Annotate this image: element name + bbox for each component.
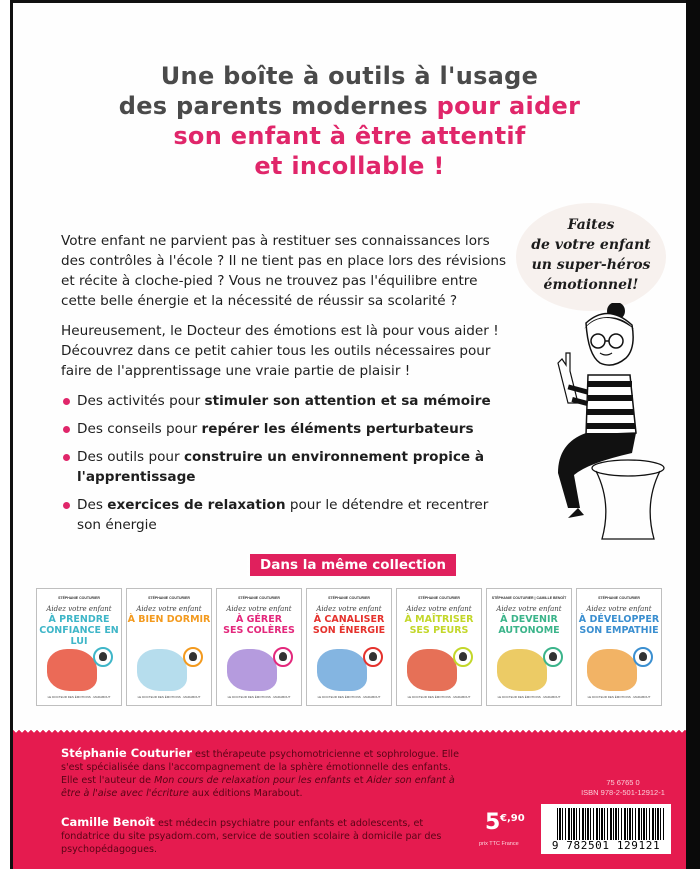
book-publisher: LE DOCTEUR DES ÉMOTIONS · MARABOUT <box>317 695 381 699</box>
headline-line-3: son enfant à être attentif <box>173 122 526 150</box>
book-series: Aidez votre enfant <box>136 605 202 613</box>
bio-text: et <box>350 775 367 786</box>
benefit-item <box>61 391 511 411</box>
frame-left-margin <box>0 0 10 869</box>
book-illustration <box>497 649 547 691</box>
price-note: prix TTC France <box>479 841 519 847</box>
book-illustration <box>47 649 97 691</box>
doctor-avatar-icon <box>93 647 113 667</box>
benefit-item <box>61 447 511 487</box>
price-euros: 5 <box>485 810 501 835</box>
book-author: STÉPHANIE COUTURIER <box>58 596 100 600</box>
barcode-number: 9 782501 129121 <box>551 839 661 852</box>
book-publisher: LE DOCTEUR DES ÉMOTIONS · MARABOUT <box>587 695 651 699</box>
doctor-avatar-icon <box>183 647 203 667</box>
book-title: À DEVENIR <box>500 614 558 625</box>
book-illustration <box>407 649 457 691</box>
book-cover-empathie[interactable] <box>576 588 662 706</box>
doctor-illustration <box>528 303 678 543</box>
book-publisher: LE DOCTEUR DES ÉMOTIONS · MARABOUT <box>497 695 561 699</box>
bio-text: est thérapeute psychomotricienne et sophrologue. Elle s'est spécialisée dans l'accompagnement de la sphère émotionnelle des enfants. Elle est l'auteur de <box>61 749 460 786</box>
book-title: SES PEURS <box>409 625 469 636</box>
book-back-cover <box>13 3 686 869</box>
book-title: CONFIANCE EN LUI <box>39 625 119 647</box>
book-author: STÉPHANIE COUTURIER <box>148 596 190 600</box>
book-cover-dormir[interactable] <box>126 588 212 706</box>
doctor-avatar-icon <box>453 647 473 667</box>
book-publisher: LE DOCTEUR DES ÉMOTIONS · MARABOUT <box>137 695 201 699</box>
book-illustration <box>317 649 367 691</box>
benefit-item <box>61 419 511 439</box>
benefit-text: Des conseils pour <box>77 421 202 437</box>
bubble-line: de votre enfant <box>531 237 651 253</box>
book-publisher: LE DOCTEUR DES ÉMOTIONS · MARABOUT <box>227 695 291 699</box>
book-title: SES COLÈRES <box>223 625 295 636</box>
frame-right-border <box>686 0 700 869</box>
book-cover-peurs[interactable] <box>396 588 482 706</box>
headline-line-2-gray: des parents modernes <box>118 92 437 120</box>
book-series: Aidez votre enfant <box>586 605 652 613</box>
barcode <box>541 804 671 854</box>
book-illustration <box>587 649 637 691</box>
author-name: Camille Benoît <box>61 815 155 829</box>
author-bio-couturier <box>61 747 461 800</box>
benefit-text: Des activités pour <box>77 393 205 409</box>
book-publisher: LE DOCTEUR DES ÉMOTIONS · MARABOUT <box>47 695 111 699</box>
benefit-highlight: exercices de relaxation <box>107 497 286 513</box>
book-author: STÉPHANIE COUTURIER <box>238 596 280 600</box>
bio-book-title: Mon cours de relaxation pour les enfants <box>154 775 351 786</box>
book-author: STÉPHANIE COUTURIER <box>418 596 460 600</box>
benefit-text: Des <box>77 497 108 513</box>
author-name: Stéphanie Couturier <box>61 746 192 760</box>
price-cents: €,90 <box>500 813 525 824</box>
product-codes <box>548 778 686 798</box>
benefit-item <box>61 495 511 535</box>
book-title: À PRENDRE <box>48 614 110 625</box>
book-cover-autonome[interactable] <box>486 588 572 706</box>
author-bio-benoit <box>61 816 461 856</box>
book-series: Aidez votre enfant <box>406 605 472 613</box>
barcode-bars <box>557 808 665 840</box>
benefit-text: pour le détendre et recentrer son énergie <box>77 497 489 533</box>
book-cover-confiance[interactable] <box>36 588 122 706</box>
book-cover-coleres[interactable] <box>216 588 302 706</box>
book-illustration <box>227 649 277 691</box>
bio-text: est médecin psychiatre pour enfants et adolescents, et fondatrice du site psyadom.com, service de soutien scolaire à domicile par des psychopédagogues. <box>61 818 442 855</box>
collection-banner: Dans la même collection <box>250 554 456 576</box>
intro-text <box>61 231 511 543</box>
headline-line-1: Une boîte à outils à l'usage <box>160 62 539 90</box>
book-author: STÉPHANIE COUTURIER <box>598 596 640 600</box>
book-publisher: LE DOCTEUR DES ÉMOTIONS · MARABOUT <box>407 695 471 699</box>
book-series: Aidez votre enfant <box>226 605 292 613</box>
book-author: STÉPHANIE COUTURIER | CAMILLE BENOÎT <box>491 596 567 600</box>
book-cover-energie[interactable] <box>306 588 392 706</box>
book-title: À MAÎTRISER <box>404 614 474 625</box>
benefits-list <box>61 391 511 535</box>
doctor-avatar-icon <box>543 647 563 667</box>
internal-code: 75 6765 0 <box>606 778 640 787</box>
book-title: AUTONOME <box>498 625 560 636</box>
book-title: SON ÉNERGIE <box>312 625 386 636</box>
book-title: À GÉRER <box>235 614 283 625</box>
benefit-text: Des outils pour <box>77 449 184 465</box>
doctor-avatar-icon <box>273 647 293 667</box>
bio-text: aux éditions Marabout. <box>188 788 303 799</box>
book-series: Aidez votre enfant <box>496 605 562 613</box>
benefit-highlight: stimuler son attention et sa mémoire <box>204 393 491 409</box>
bubble-line: un super-héros <box>531 257 651 273</box>
book-author: STÉPHANIE COUTURIER <box>328 596 370 600</box>
intro-paragraph-1: Votre enfant ne parvient pas à restituer ses connaissances lors des contrôles à l'école ? Il ne tient pas en place lors des révisions et récite à cloche-pied ? Vous ne trouvez pas l'équilibre entre cette belle énergie et la nécessité de réussir sa scolarité ? <box>61 233 507 309</box>
book-series: Aidez votre enfant <box>46 605 112 613</box>
speech-bubble-text <box>513 215 669 295</box>
benefit-highlight: repérer les éléments perturbateurs <box>201 421 474 437</box>
isbn: ISBN 978-2-501-12912-1 <box>581 788 665 797</box>
bio-book-title: Aider son enfant à être à l'aise avec l'écriture <box>61 775 455 799</box>
headline-line-2-pink: pour aider <box>436 92 581 120</box>
headline-line-2 <box>13 91 686 121</box>
bubble-line: Faites <box>567 217 615 233</box>
book-title: À DÉVELOPPER <box>578 614 660 625</box>
book-series: Aidez votre enfant <box>316 605 382 613</box>
doctor-avatar-icon <box>633 647 653 667</box>
headline-line-4: et incollable ! <box>254 152 445 180</box>
book-title: À CANALISER <box>313 614 385 625</box>
book-illustration <box>137 649 187 691</box>
book-title: À BIEN DORMIR <box>127 614 211 625</box>
headline <box>13 61 686 181</box>
benefit-highlight: construire un environnement propice à l'apprentissage <box>77 449 485 485</box>
bubble-line: émotionnel! <box>543 277 639 293</box>
collection-books <box>36 588 676 706</box>
intro-paragraph-2: Heureusement, le Docteur des émotions est là pour vous aider ! Découvrez dans ce petit cahier tous les outils nécessaires pour faire de l'apprentissage une vraie partie de plaisir ! <box>61 323 499 379</box>
book-title: SON EMPATHIE <box>579 625 659 636</box>
doctor-avatar-icon <box>363 647 383 667</box>
